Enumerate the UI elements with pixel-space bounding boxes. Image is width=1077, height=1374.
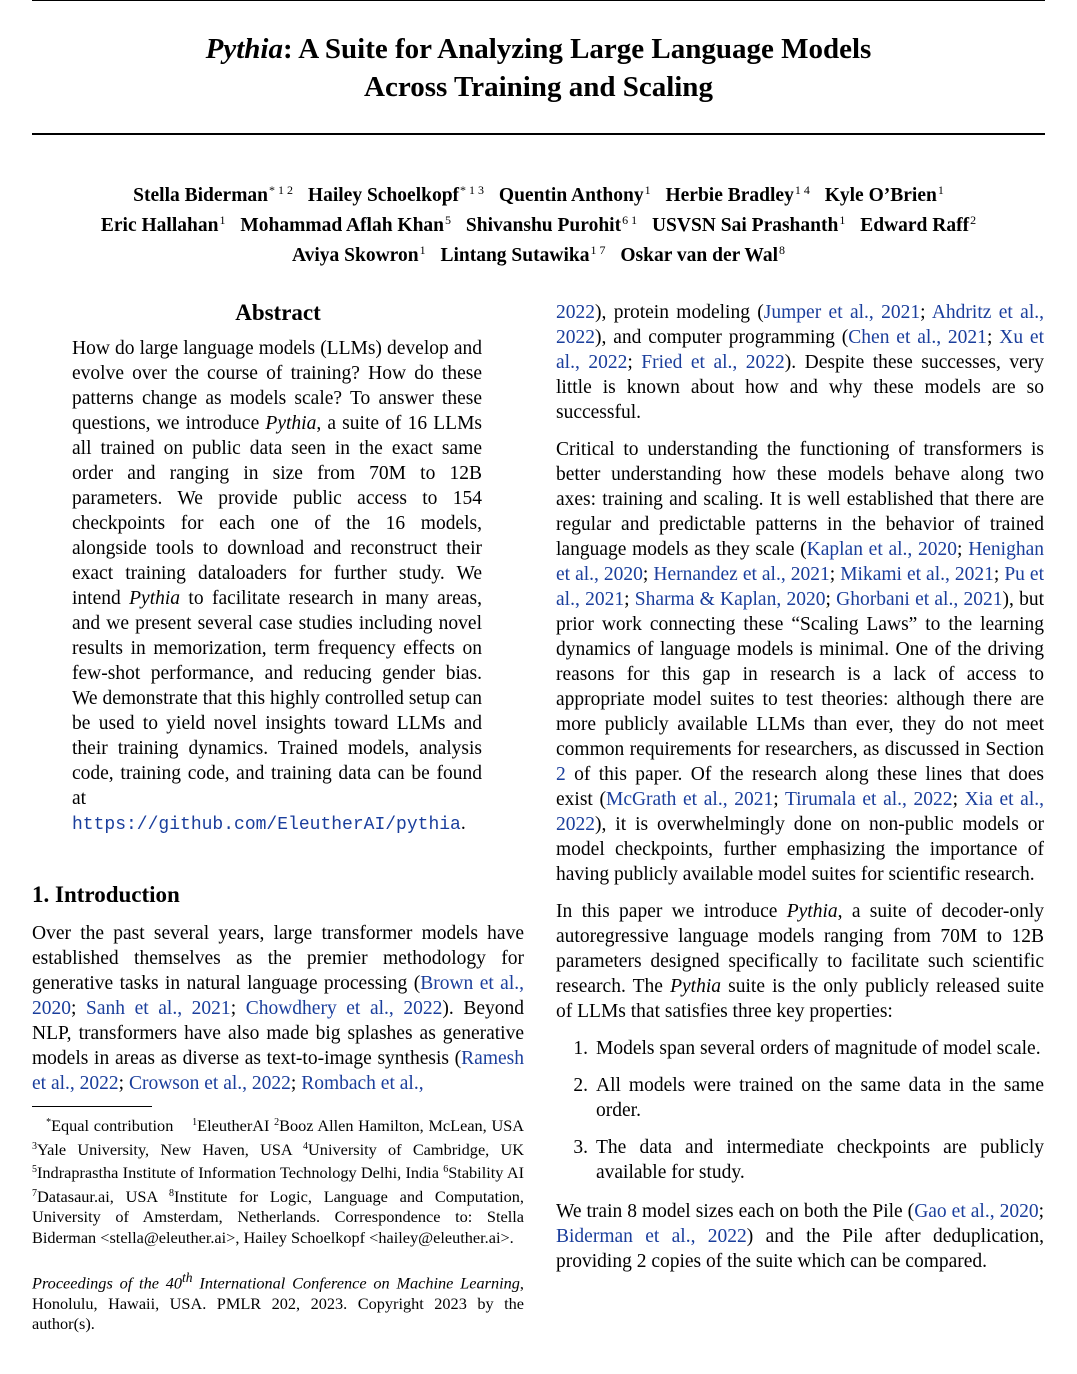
citation-link[interactable]: Crowson et al., 2022	[128, 1073, 291, 1094]
citation-link[interactable]: Hernandez et al., 2021	[653, 564, 830, 585]
citation-link[interactable]: McGrath et al., 2021	[605, 789, 774, 810]
citation-link[interactable]: Gao et al., 2020	[914, 1201, 1039, 1222]
citation-link[interactable]: Ahdritz et al., 2022	[556, 302, 1044, 348]
title-italic: Pythia	[205, 33, 283, 65]
author: USVSN Sai Prashanth$^1$	[651, 213, 846, 236]
intro-paragraph-continued: 2022), protein modeling (Jumper et al., 2021; Ahdritz et al., 2022), and computer programming (Chen et al., 2021; Xu et al., 2022; Fried et al., 2022). Despite these successes, very little is known about how and why these models are so successful.	[556, 302, 1045, 423]
training-paragraph: We train 8 model sizes each on both the Pile (Gao et al., 2020; Biderman et al., 2022) and the Pile after deduplication, providing 2 copies of the suite which can be compared.	[556, 1201, 1044, 1272]
citation-link[interactable]: Fried et al., 2022	[641, 352, 785, 373]
pythia-intro-paragraph: In this paper we introduce Pythia, a suite of decoder-only autoregressive language models ranging from 70M to 12B parameters designed specifically to facilitate such scientific research. The Pythia suite is the only publicly released suite of LLMs that satisfies three key properties:	[556, 901, 1044, 1022]
citation-link[interactable]: Chowdhery et al., 2022	[245, 998, 443, 1019]
author: Aviya Skowron$^1$	[291, 243, 426, 266]
citation-link[interactable]: Chen et al., 2021	[848, 327, 987, 348]
title-rule	[32, 133, 1045, 135]
list-item: 3. The data and intermediate checkpoints are publicly available for study.	[573, 1137, 1044, 1183]
scaling-paragraph: Critical to understanding the functioning of transformers is better understanding how these models behave along two axes: training and scaling. It is well established that there are regular and predictable patterns in the behavior of trained language models as they scale (Kaplan et al., 2020; Henighan et al., 2020; Hernandez et al., 2021; Mikami et al., 2021; Pu et al., 2021; Sharma & Kaplan, 2020; Ghorbani et al., 2021), but prior work connecting these “Scaling Laws” to the learning dynamics of language models is minimal. One of the driving reasons for this gap in research is a lack of access to appropriate model suites to test theories: although there are more publicly available LLMs than ever, they do not meet common requirements for researchers, as discussed in Section 2 of this paper. Of the research along these lines that does exist (McGrath et al., 2021; Tirumala et al., 2022; Xia et al., 2022), it is overwhelmingly done on non-public models or model checkpoints, further emphasizing the importance of having publicly available model suites for scientific research.	[556, 439, 1045, 885]
author: Herbie Bradley$^{1 4}$	[665, 183, 810, 206]
citation-link[interactable]: Sanh et al., 2021	[86, 998, 231, 1019]
github-link[interactable]: https://github.com/EleutherAI/pythia	[72, 815, 461, 835]
citation-link[interactable]: Tirumala et al., 2022	[784, 789, 953, 810]
author: Lintang Sutawika$^{1 7}$	[440, 243, 606, 266]
author: Hailey Schoelkopf$^{* 1 3}$	[307, 183, 485, 206]
citation-link[interactable]: 2022	[556, 302, 595, 323]
citation-link[interactable]: Mikami et al., 2021	[840, 564, 994, 585]
author: Quentin Anthony$^1$	[498, 183, 651, 206]
key-properties-list	[556, 1036, 1044, 1185]
citation-link[interactable]: Sharma & Kaplan, 2020	[634, 589, 826, 610]
citation-link[interactable]: Jumper et al., 2021	[763, 302, 921, 323]
author-list	[32, 178, 1045, 268]
author: Mohammad Aflah Khan$^5$	[240, 213, 452, 236]
title-line1: : A Suite for Analyzing Large Language Models	[282, 33, 872, 65]
abstract-text: How do large language models (LLMs) develop and evolve over the course of training? How do these patterns change as models scale? To answer these questions, we introduce Pythia, a suite of 16 LLMs all trained on public data seen in the exact same order and ranging in size from 70M to 12B parameters. We provide public access to 154 checkpoints for each one of the 16 models, alongside tools to download and reconstruct their exact training dataloaders for further study. We intend Pythia to facilitate research in many areas, and we present several case studies including novel results in memorization, term frequency effects on few-shot performance, and reducing gender bias. We demonstrate that this highly controlled setup can be used to yield novel insights toward LLMs and their training dynamics. Trained models, analysis code, training code, and training data can be found at https://github.com/EleutherAI/pythia.	[72, 338, 483, 835]
citation-link[interactable]: Ghorbani et al., 2021	[836, 589, 1003, 610]
right-column	[556, 300, 1044, 1286]
affiliations-footnote: *Equal contribution $^1$EleutherAI $^2$Booz Allen Hamilton, McLean, USA $^3$Yale University, New Haven, USA $^4$University of Cambridge, UK $^5$Indraprastha Institute of Information Technology Delhi, India $^6$Stability AI $^7$Datasaur.ai, USA $^8$Institute for Logic, Language and Computation, University of Amsterdam, Netherlands. Correspondence to: Stella Biderman <stella@eleuther.ai>, Hailey Schoelkopf <hailey@eleuther.ai>.	[32, 1116, 525, 1247]
author: Oskar van der Wal$^8$	[620, 243, 786, 266]
paper-title	[32, 30, 1045, 106]
left-column	[32, 298, 524, 1335]
list-item: 1. Models span several orders of magnitude of model scale.	[573, 1038, 1041, 1059]
author: Edward Raff$^2$	[860, 213, 977, 236]
author: Stella Biderman$^{* 1 2}$	[133, 183, 294, 206]
author: Eric Hallahan$^1$	[100, 213, 226, 236]
proceedings-note: Proceedings of the 40th International Conference on Machine Learning, Honolulu, Hawaii, USA. PMLR 202, 2023. Copyright 2023 by the author(s).	[32, 1270, 524, 1334]
citation-link[interactable]: Pu et al., 2021	[556, 564, 1044, 610]
abstract-heading: Abstract	[235, 300, 321, 325]
footnote-rule	[32, 1106, 152, 1107]
intro-paragraph: Over the past several years, large transformer models have established themselves as the premier methodology for generative tasks in natural language processing (Brown et al., 2020; Sanh et al., 2021; Chowdhery et al., 2022). Beyond NLP, transformers have also made big splashes as generative models in areas as diverse as text-to-image synthesis (Ramesh et al., 2022; Crowson et al., 2022; Rombach et al.,	[32, 923, 525, 1094]
list-item: 2. All models were trained on the same data in the same order.	[573, 1075, 1044, 1121]
citation-link[interactable]: Biderman et al., 2022	[556, 1226, 747, 1247]
citation-link[interactable]: Kaplan et al., 2020	[806, 539, 958, 560]
section-heading-introduction: 1. Introduction	[32, 882, 180, 907]
section-link[interactable]: 2	[556, 764, 566, 785]
citation-link[interactable]: Xia et al., 2022	[556, 789, 1044, 835]
author: Shivanshu Purohit$^{6 1}$	[465, 213, 638, 236]
citation-link[interactable]: Ramesh et al., 2022	[32, 1048, 524, 1094]
citation-link[interactable]: Henighan et al., 2020	[556, 539, 1044, 585]
author: Kyle O’Brien$^1$	[824, 183, 944, 206]
top-rule	[32, 0, 1045, 1]
citation-link[interactable]: Xu et al., 2022	[556, 327, 1045, 373]
title-line2: Across Training and Scaling	[364, 71, 713, 103]
citation-link[interactable]: Brown et al., 2020	[32, 973, 525, 1019]
citation-link[interactable]: Rombach et al.,	[301, 1073, 424, 1094]
